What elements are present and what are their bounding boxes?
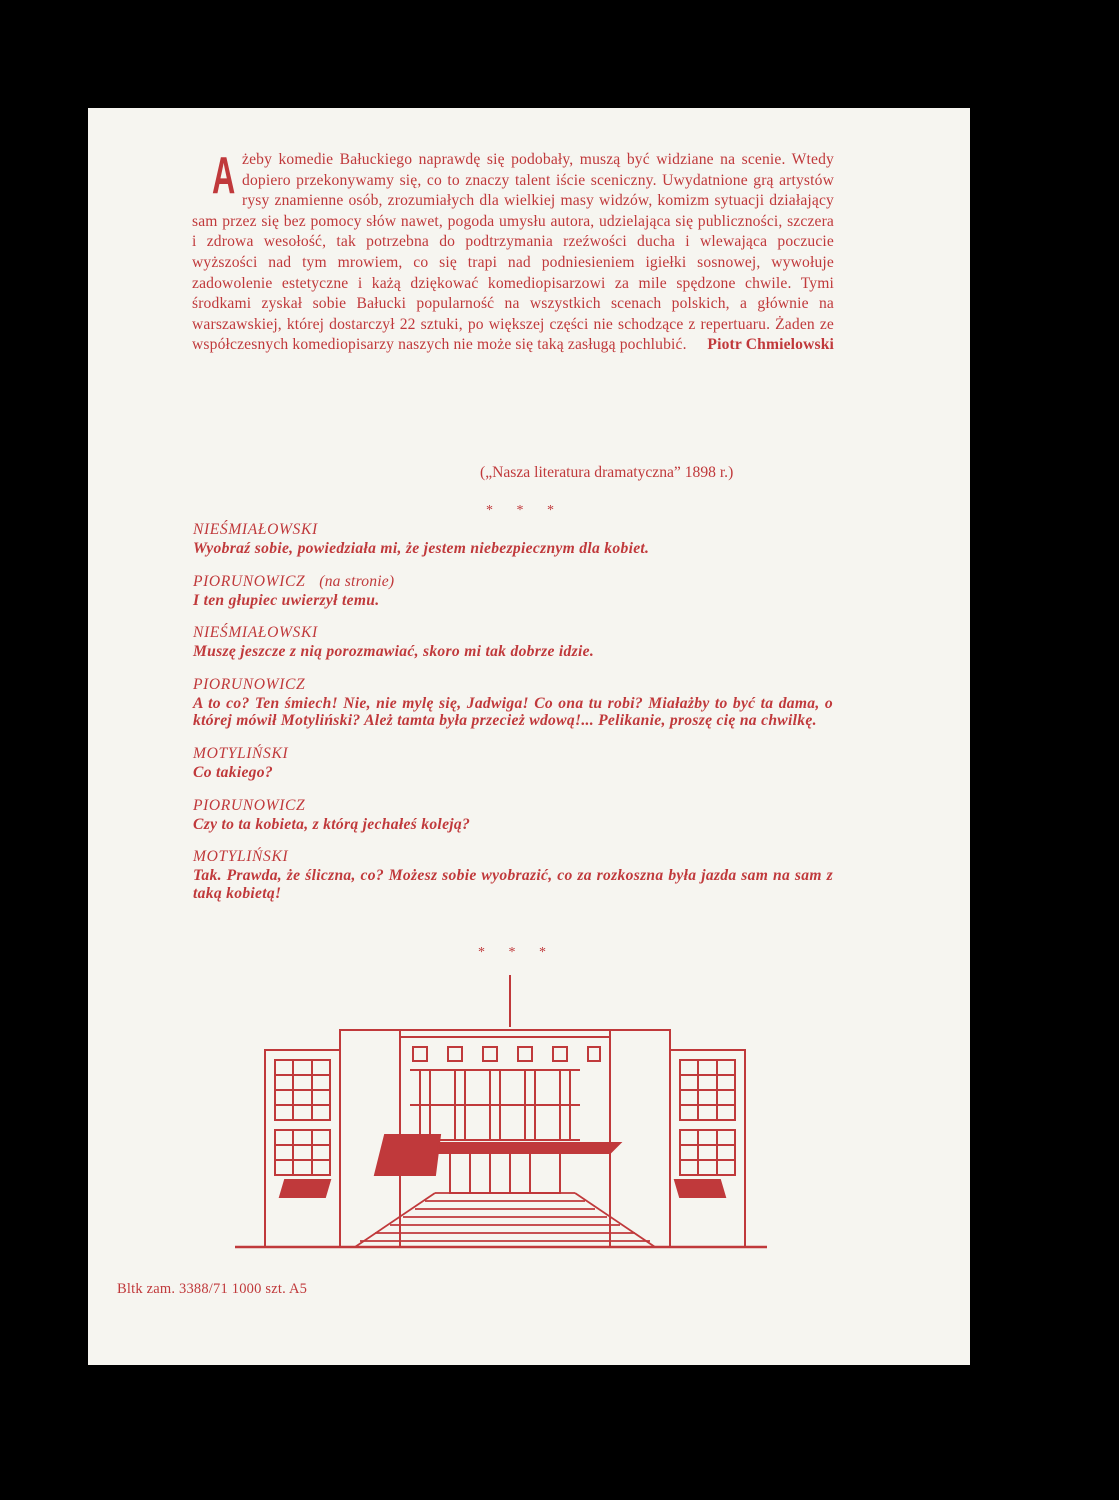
stage-direction: (na stronie) [319, 572, 395, 590]
dialogue-line: Wyobraź sobie, powiedziała mi, że jestem niebezpiecznym dla kobiet. [193, 540, 650, 557]
essay-author: Piotr Chmielowski [707, 336, 834, 354]
dialogue-turn [193, 623, 833, 661]
speaker-name: PIORUNOWICZ [193, 572, 306, 590]
separator-top: * * * [486, 503, 564, 518]
dialogue-turn [193, 847, 833, 902]
dialogue-turn [193, 744, 833, 782]
dialogue-line: Muszę jeszcze z nią porozmawiać, skoro mi tak dobrze idzie. [193, 643, 595, 661]
drop-cap: A [212, 147, 236, 205]
dialogue-line: A to co? Ten śmiech! Nie, nie mylę się, Jadwiga! Co ona tu robi? Miałażby to być ta dama, o której mówił Motyliński? Ależ tamta była przecież wdową!... Pelikanie, proszę cię na chwilkę. [193, 694, 833, 730]
speaker-name: MOTYLIŃSKI [193, 848, 289, 866]
dialogue-line: Tak. Prawda, że śliczna, co? Możesz sobie wyobrazić, co za rozkoszna była jazda sam na sam z taką kobietą! [193, 867, 833, 902]
essay-source: („Nasza literatura dramatyczna” 1898 r.) [480, 464, 734, 481]
speaker-name: MOTYLIŃSKI [193, 744, 289, 762]
dialogue-excerpt [193, 520, 833, 916]
dialogue-turn [193, 572, 833, 610]
essay-text [192, 147, 834, 356]
dialogue-line: Co takiego? [193, 763, 273, 781]
dialogue-turn [193, 675, 833, 730]
dialogue-turn [193, 520, 833, 558]
separator-bottom: * * * [478, 945, 556, 960]
essay-body: żeby komedie Bałuckiego naprawdę się podobały, muszą być widziane na scenie. Wtedy dopiero przekonywamy się, co to znaczy talent iście sceniczny. Uwydatnione grą artystów rysy znamienne osób, zrozumiałych dla wielkiej masy widzów, komizm sytuacji działający sam przez się bez pomocy słów nawet, pogoda umysłu autora, udzielająca się publiczności, szczera i zdrowa wesołość, tak potrzebna do podtrzymania rzeźwości ducha i wlewająca poczucie wyższości nad tym mrowiem, co się trapi nad podniesieniem igiełki sosnowej, wywołuje zadowolenie estetyczne i każą dziękować komediopisarzowi za mile spędzone chwile. Tymi środkami zyskał sobie Bałucki popularność na wszystkich scenach polskich, a głównie na warszawskiej, której dostarczył 22 sztuki, po większej części nie schodzące z repertuaru. Żaden ze współczesnych komediopisarzy naszych nie może się taką zasługą pochlubić. [192, 151, 834, 354]
print-imprint: Bltk zam. 3388/71 1000 szt. A5 [117, 1281, 308, 1297]
theatre-building-illustration [235, 975, 770, 1250]
dialogue-line: I ten głupiec uwierzył temu. [193, 591, 380, 609]
speaker-name: PIORUNOWICZ [193, 796, 306, 814]
speaker-name: PIORUNOWICZ [193, 675, 306, 693]
dialogue-line: Czy to ta kobieta, z którą jechałeś koleją? [193, 815, 471, 833]
speaker-name: NIEŚMIAŁOWSKI [193, 624, 318, 642]
dialogue-turn [193, 796, 833, 834]
speaker-name: NIEŚMIAŁOWSKI [193, 521, 318, 538]
